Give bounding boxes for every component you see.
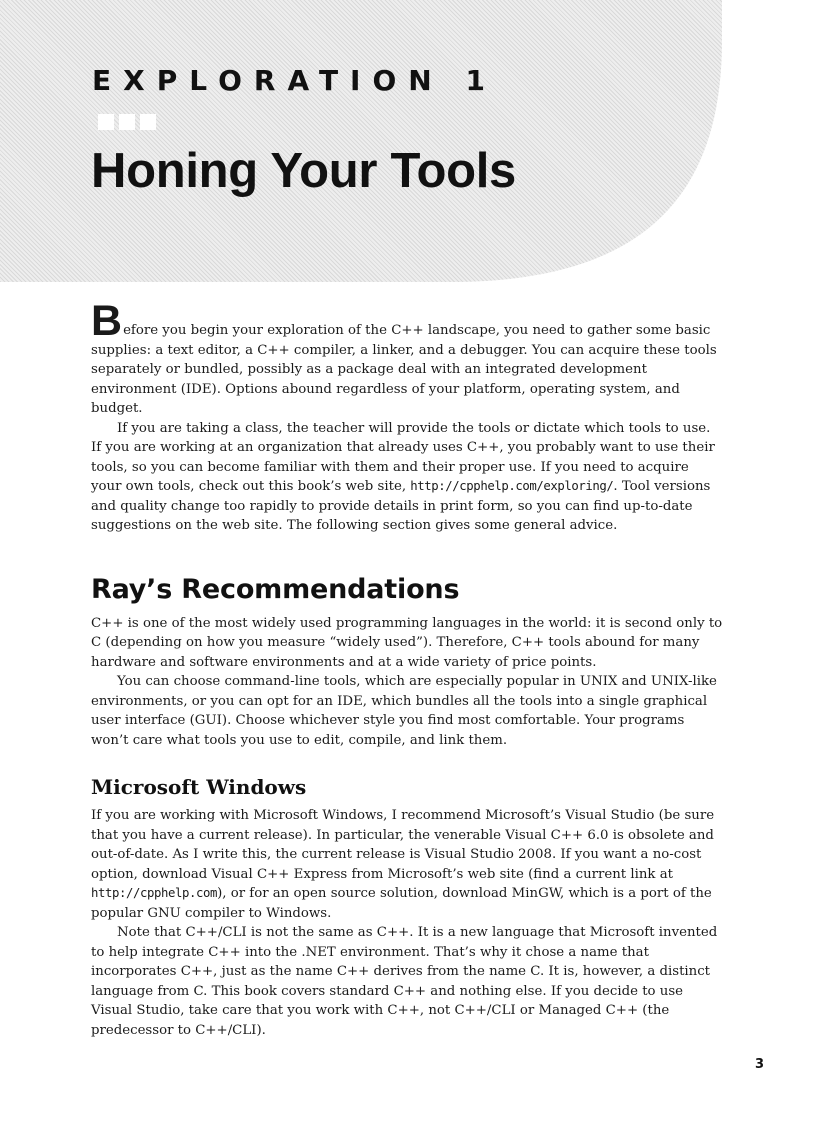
windows-paragraph-1 xyxy=(91,806,723,923)
intro-paragraph-1-text: efore you begin your exploration of the C++ landscape, you need to gather some basic supplies: a text editor, a C++ compiler, a linker, and a debugger. You can acquire these tools separately or bundled, possibly as a package deal with an integrated development environment (IDE). Options abound regardless of your platform, operating system, and budget. xyxy=(91,323,717,416)
chapter-banner xyxy=(0,0,722,282)
decorative-squares xyxy=(98,114,156,130)
recommendations-paragraph-2: You can choose command-line tools, which are especially popular in UNIX and UNIX-like environments, or you can opt for an IDE, which bundles all the tools into a single graphical user interface (GUI). Choose whichever style you find most comfortable. Your programs won’t care what tools you use to edit, compile, and link them. xyxy=(91,674,717,748)
chapter-title: Honing Your Tools xyxy=(91,144,516,198)
square-icon xyxy=(140,114,156,130)
exploration-label: EXPLORATION 1 xyxy=(92,64,497,97)
cpphelp-link[interactable]: http://cpphelp.com xyxy=(91,886,218,900)
intro-paragraph-2-text-b: . Tool versions and quality change too rapidly to provide details in print form, so you can find up-to-date suggestions on the web site. The following section gives some general advice. xyxy=(91,479,711,533)
intro-paragraph-2 xyxy=(91,419,723,536)
page-number: 3 xyxy=(755,1057,765,1072)
intro-paragraph-2-text-a: If you are taking a class, the teacher will provide the tools or dictate which tools to use. If you are working at an organization that already uses C++, you probably want to use their tools, so you can become familiar with them and their proper use. If you need to acquire your own tools, check out this book’s web site, xyxy=(91,420,715,494)
square-icon xyxy=(98,114,114,130)
intro-paragraph-1 xyxy=(91,297,723,419)
drop-cap: B xyxy=(91,297,123,345)
windows-paragraph-1-text-b: ), or for an open source solution, download MinGW, which is a port of the popular GNU compiler to Windows. xyxy=(91,886,712,921)
page-body xyxy=(91,297,723,1040)
recommendations-heading: Ray’s Recommendations xyxy=(91,573,460,605)
windows-paragraph-1-text-a: If you are working with Microsoft Windows, I recommend Microsoft’s Visual Studio (be sure that you have a current release). In particular, the venerable Visual C++ 6.0 is obsolete and out-of-date. As I write this, the current release is Visual Studio 2008. If you want a no-cost option, download Visual C++ Express from Microsoft’s web site (find a current link at xyxy=(91,808,715,882)
windows-paragraph-2: Note that C++/CLI is not the same as C++. It is a new language that Microsoft invented to help integrate C++ into the .NET environment. That’s why it chose a name that incorporates C++, just as the name C++ derives from the name C. It is, however, a distinct language from C. This book covers standard C++ and nothing else. If you decide to use Visual Studio, take care that you work with C++, not C++/CLI or Managed C++ (the predecessor to C++/CLI). xyxy=(91,925,718,1038)
recommendations-paragraph-1: C++ is one of the most widely used programming languages in the world: it is second only to C (depending on how you measure “widely used”). Therefore, C++ tools abound for many hardware and software environments and at a wide variety of price points. xyxy=(91,615,723,670)
square-icon xyxy=(119,114,135,130)
cpphelp-exploring-link[interactable]: http://cpphelp.com/exploring/ xyxy=(410,479,614,493)
windows-heading: Microsoft Windows xyxy=(91,775,307,799)
